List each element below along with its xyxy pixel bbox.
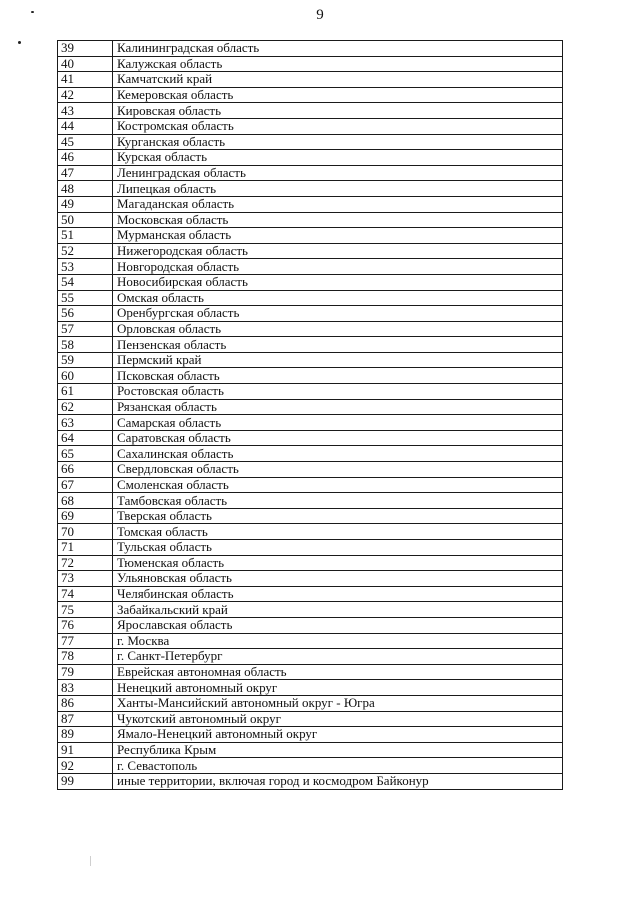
region-code-cell: 48 (58, 181, 113, 197)
region-name-cell: иные территории, включая город и космодром Байконур (113, 773, 563, 789)
region-name-cell: Нижегородская область (113, 243, 563, 259)
region-name-cell: г. Москва (113, 633, 563, 649)
region-code-cell: 92 (58, 758, 113, 774)
region-code-cell: 64 (58, 430, 113, 446)
region-name-cell: г. Севастополь (113, 758, 563, 774)
table-row (58, 118, 563, 134)
region-code-cell: 71 (58, 540, 113, 556)
table-row (58, 87, 563, 103)
table-row (58, 103, 563, 119)
region-name-cell: Самарская область (113, 415, 563, 431)
table-row (58, 602, 563, 618)
region-code-cell: 72 (58, 555, 113, 571)
table-row (58, 524, 563, 540)
table-row (58, 695, 563, 711)
region-name-cell: Забайкальский край (113, 602, 563, 618)
region-code-cell: 52 (58, 243, 113, 259)
region-code-cell: 62 (58, 399, 113, 415)
table-row (58, 540, 563, 556)
table-row (58, 586, 563, 602)
region-name-cell: Пензенская область (113, 337, 563, 353)
table-row (58, 508, 563, 524)
table-row (58, 321, 563, 337)
region-name-cell: Томская область (113, 524, 563, 540)
region-code-cell: 65 (58, 446, 113, 462)
region-code-cell: 57 (58, 321, 113, 337)
table-row (58, 493, 563, 509)
region-code-cell: 39 (58, 41, 113, 57)
region-code-cell: 83 (58, 680, 113, 696)
region-code-cell: 68 (58, 493, 113, 509)
region-name-cell: Калужская область (113, 56, 563, 72)
table-row (58, 274, 563, 290)
region-name-cell: Тульская область (113, 540, 563, 556)
table-row (58, 72, 563, 88)
region-name-cell: Ханты-Мансийский автономный округ - Югра (113, 695, 563, 711)
table-row (58, 243, 563, 259)
region-code-cell: 51 (58, 228, 113, 244)
region-name-cell: Псковская область (113, 368, 563, 384)
region-name-cell: Ростовская область (113, 384, 563, 400)
region-name-cell: Камчатский край (113, 72, 563, 88)
table-row (58, 742, 563, 758)
table-row (58, 617, 563, 633)
table-row (58, 352, 563, 368)
table-row (58, 228, 563, 244)
region-name-cell: Ульяновская область (113, 571, 563, 587)
region-code-cell: 60 (58, 368, 113, 384)
region-name-cell: Курганская область (113, 134, 563, 150)
region-code-cell: 91 (58, 742, 113, 758)
region-name-cell: Сахалинская область (113, 446, 563, 462)
region-code-cell: 66 (58, 462, 113, 478)
region-name-cell: Оренбургская область (113, 306, 563, 322)
region-code-cell: 87 (58, 711, 113, 727)
region-name-cell: Ярославская область (113, 617, 563, 633)
region-name-cell: Еврейская автономная область (113, 664, 563, 680)
table-row (58, 711, 563, 727)
region-name-cell: г. Санкт-Петербург (113, 649, 563, 665)
table-row (58, 462, 563, 478)
table-row (58, 196, 563, 212)
region-code-cell: 76 (58, 617, 113, 633)
region-code-cell: 67 (58, 477, 113, 493)
region-name-cell: Кемеровская область (113, 87, 563, 103)
table-row (58, 571, 563, 587)
table-row (58, 446, 563, 462)
region-name-cell: Смоленская область (113, 477, 563, 493)
region-table-body (58, 41, 563, 790)
region-name-cell: Тамбовская область (113, 493, 563, 509)
region-name-cell: Липецкая область (113, 181, 563, 197)
table-row (58, 773, 563, 789)
scan-speck (31, 11, 34, 13)
region-code-cell: 42 (58, 87, 113, 103)
region-code-cell: 54 (58, 274, 113, 290)
region-name-cell: Свердловская область (113, 462, 563, 478)
table-row (58, 555, 563, 571)
region-code-cell: 59 (58, 352, 113, 368)
region-code-cell: 55 (58, 290, 113, 306)
region-code-cell: 45 (58, 134, 113, 150)
region-code-cell: 86 (58, 695, 113, 711)
region-code-cell: 75 (58, 602, 113, 618)
table-row (58, 368, 563, 384)
region-code-cell: 46 (58, 150, 113, 166)
table-row (58, 56, 563, 72)
region-code-cell: 77 (58, 633, 113, 649)
region-code-cell: 63 (58, 415, 113, 431)
region-code-cell: 74 (58, 586, 113, 602)
table-row (58, 150, 563, 166)
region-name-cell: Тверская область (113, 508, 563, 524)
region-name-cell: Саратовская область (113, 430, 563, 446)
region-name-cell: Челябинская область (113, 586, 563, 602)
region-name-cell: Рязанская область (113, 399, 563, 415)
region-code-cell: 58 (58, 337, 113, 353)
region-name-cell: Орловская область (113, 321, 563, 337)
region-code-cell: 43 (58, 103, 113, 119)
region-name-cell: Новосибирская область (113, 274, 563, 290)
region-name-cell: Новгородская область (113, 259, 563, 275)
table-row (58, 477, 563, 493)
scan-mark (90, 856, 91, 866)
region-code-cell: 41 (58, 72, 113, 88)
region-code-cell: 47 (58, 165, 113, 181)
region-name-cell: Тюменская область (113, 555, 563, 571)
region-name-cell: Костромская область (113, 118, 563, 134)
table-row (58, 680, 563, 696)
region-name-cell: Чукотский автономный округ (113, 711, 563, 727)
table-row (58, 384, 563, 400)
region-name-cell: Пермский край (113, 352, 563, 368)
region-code-cell: 56 (58, 306, 113, 322)
region-code-cell: 53 (58, 259, 113, 275)
table-row (58, 633, 563, 649)
table-row (58, 727, 563, 743)
region-name-cell: Ленинградская область (113, 165, 563, 181)
region-code-table (57, 40, 563, 790)
table-row (58, 165, 563, 181)
region-name-cell: Республика Крым (113, 742, 563, 758)
scan-speck (18, 41, 21, 44)
region-name-cell: Омская область (113, 290, 563, 306)
table-row (58, 181, 563, 197)
region-code-cell: 69 (58, 508, 113, 524)
table-row (58, 430, 563, 446)
table-row (58, 259, 563, 275)
table-row (58, 758, 563, 774)
region-name-cell: Ямало-Ненецкий автономный округ (113, 727, 563, 743)
table-row (58, 399, 563, 415)
region-code-cell: 79 (58, 664, 113, 680)
region-code-cell: 61 (58, 384, 113, 400)
table-row (58, 212, 563, 228)
region-name-cell: Калининградская область (113, 41, 563, 57)
region-code-cell: 49 (58, 196, 113, 212)
region-code-cell: 44 (58, 118, 113, 134)
region-code-cell: 89 (58, 727, 113, 743)
region-name-cell: Мурманская область (113, 228, 563, 244)
region-code-cell: 99 (58, 773, 113, 789)
region-name-cell: Московская область (113, 212, 563, 228)
region-code-cell: 50 (58, 212, 113, 228)
region-name-cell: Кировская область (113, 103, 563, 119)
region-code-cell: 40 (58, 56, 113, 72)
table-row (58, 415, 563, 431)
region-name-cell: Курская область (113, 150, 563, 166)
region-code-cell: 78 (58, 649, 113, 665)
table-row (58, 290, 563, 306)
region-code-cell: 73 (58, 571, 113, 587)
table-row (58, 306, 563, 322)
table-row (58, 41, 563, 57)
table-row (58, 664, 563, 680)
table-row (58, 337, 563, 353)
region-name-cell: Магаданская область (113, 196, 563, 212)
table-row (58, 134, 563, 150)
table-row (58, 649, 563, 665)
region-name-cell: Ненецкий автономный округ (113, 680, 563, 696)
region-code-cell: 70 (58, 524, 113, 540)
page-number: 9 (316, 7, 324, 23)
